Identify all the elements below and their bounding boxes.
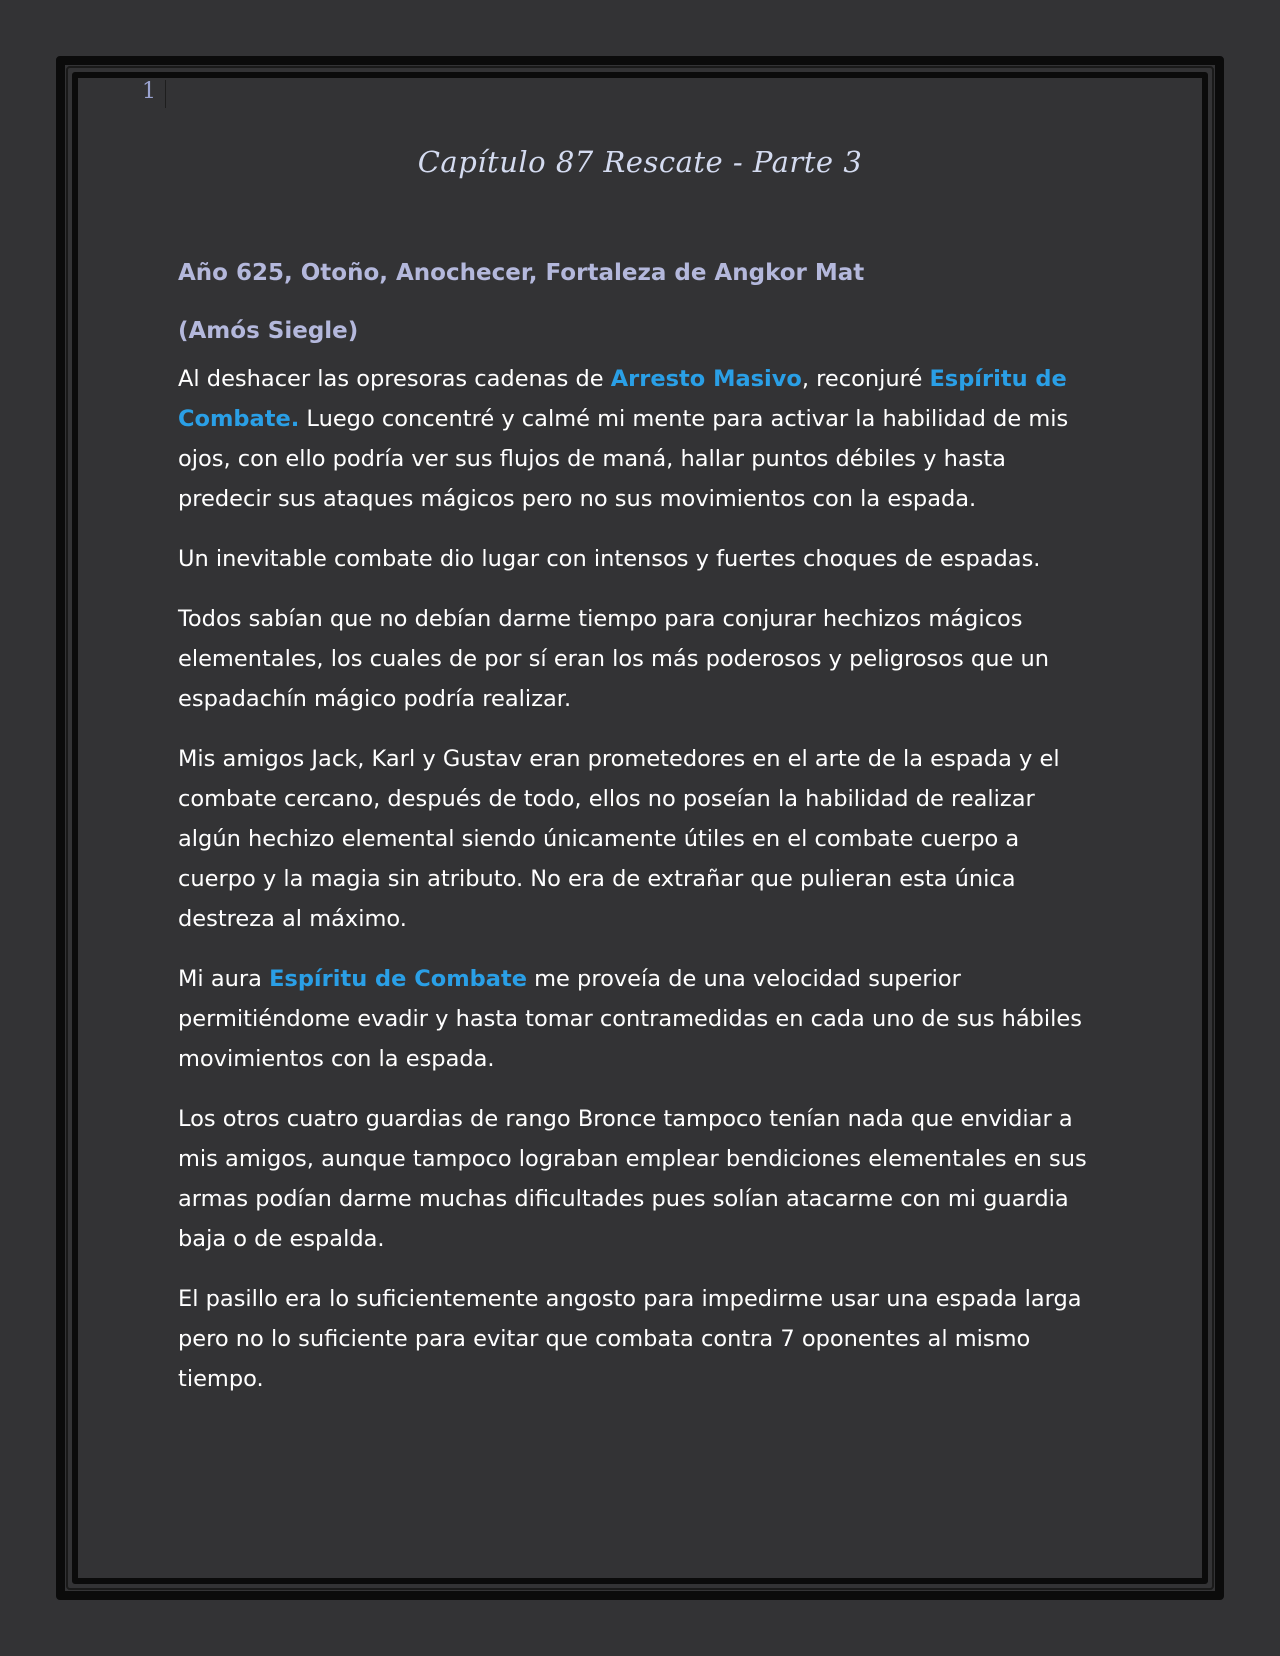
page-number: 1 (142, 79, 156, 104)
paragraph-1-text-3: Luego concentré y calmé mi mente para activar la habilidad de mis ojos, con ello podría ver sus flujos de maná, hallar puntos débiles y hasta predecir sus ataques mágicos pero no sus movimientos con la espada. (178, 406, 1069, 512)
paragraph-5-text-1: Mi aura (178, 966, 270, 992)
paragraph-5 (178, 959, 1098, 1079)
paragraph-6: Los otros cuatro guardias de rango Bronce tampoco tenían nada que envidiar a mis amigos, aunque tampoco lograban emplear bendiciones elementales en sus armas podían darme muchas dificultades pues solían atacarme con mi guardia baja o de espalda. (178, 1106, 1087, 1252)
paragraph-4: Mis amigos Jack, Karl y Gustav eran prometedores en el arte de la espada y el combate cercano, después de todo, ellos no poseían la habilidad de realizar algún hechizo elemental siendo únicamente útiles en el combate cuerpo a cuerpo y la magia sin atributo. No era de extrañar que pulieran esta única destreza al máximo. (178, 746, 1060, 932)
paragraph-1-text-2: , reconjuré (801, 366, 930, 392)
chapter-title: Capítulo 87 Rescate - Parte 3 (417, 145, 863, 179)
text-cursor (165, 80, 166, 108)
highlight-arresto-masivo: Arresto Masivo (610, 366, 802, 392)
highlight-espiritu-de-combate-2: Espíritu de Combate (269, 966, 527, 992)
highlight-espiritu-de-combate: Espíritu de Combate. (178, 366, 1067, 432)
paragraph-7: El pasillo era lo suficientemente angosto para impedirme usar una espada larga pero no lo suficiente para evitar que combata contra 7 oponentes al mismo tiempo. (178, 1286, 1082, 1392)
scene-date-line: Año 625, Otoño, Anochecer, Fortaleza de Angkor Mat (178, 260, 865, 286)
paragraph-5-text-2: me proveía de una velocidad superior permitiéndome evadir y hasta tomar contramedidas en cada uno de sus hábiles movimientos con la espada. (178, 966, 1082, 1072)
scene-pov: (Amós Siegle) (178, 318, 359, 344)
paragraph-2: Un inevitable combate dio lugar con intensos y fuertes choques de espadas. (178, 546, 1041, 572)
paragraph-1-text-1: Al deshacer las opresoras cadenas de (178, 366, 611, 392)
paragraph-3: Todos sabían que no debían darme tiempo para conjurar hechizos mágicos elementales, los cuales de por sí eran los más poderosos y peligrosos que un espadachín mágico podría realizar. (178, 606, 1049, 712)
paragraph-1 (178, 359, 1098, 519)
document-body (178, 253, 1098, 1419)
